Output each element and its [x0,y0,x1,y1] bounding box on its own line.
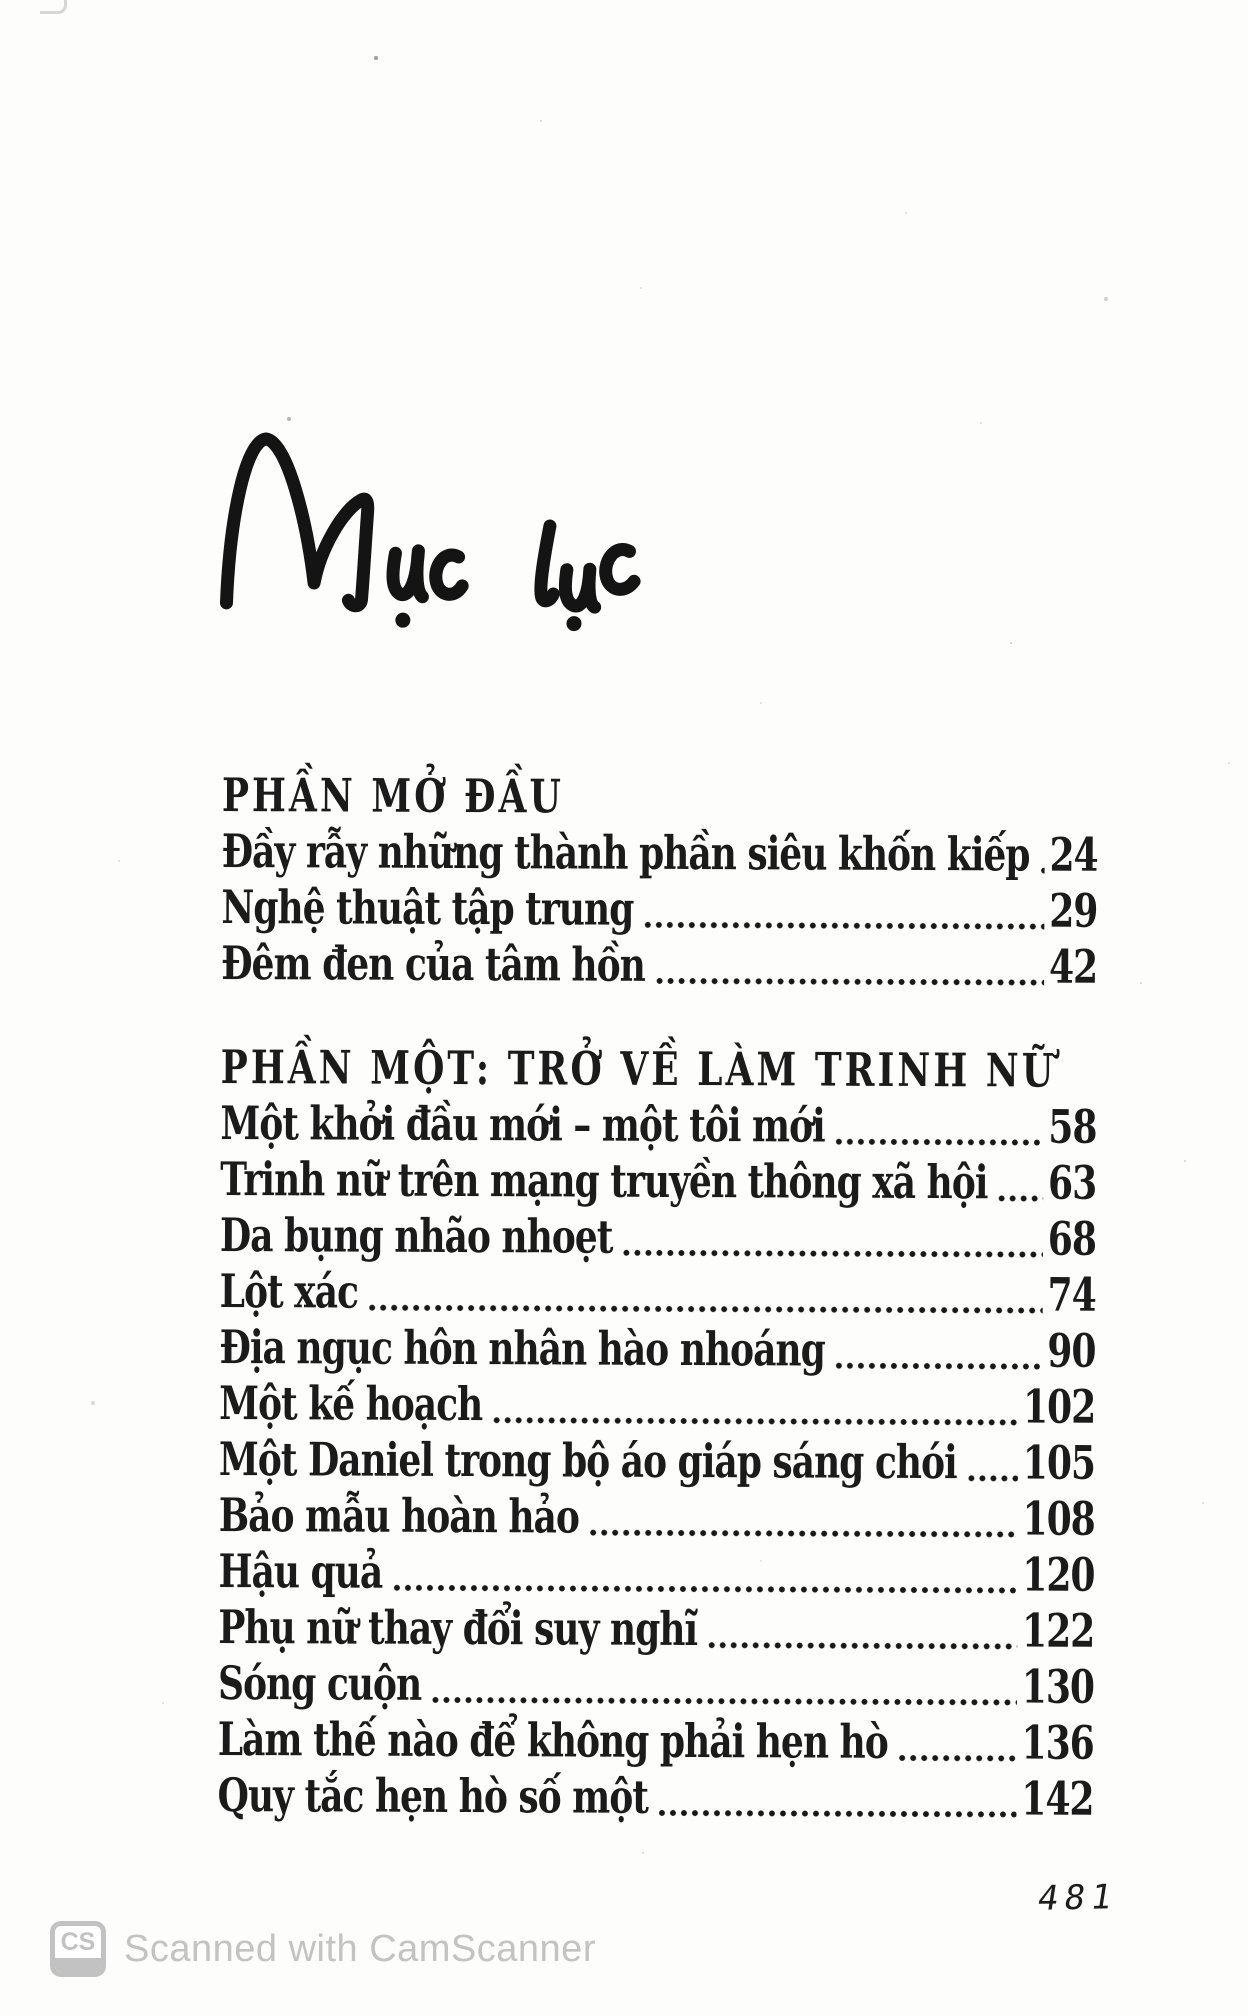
toc-entry-title: Sóng cuộn [217,1656,422,1712]
toc-entry-page: 105 [1022,1436,1096,1491]
toc [217,768,1098,1832]
toc-section [217,1040,1097,1832]
toc-entry-title: Phụ nữ thay đổi suy nghĩ [218,1600,698,1657]
toc-entry [217,1768,1094,1832]
handwritten-title [211,413,656,647]
toc-entry-title: Hậu quả [218,1544,383,1600]
toc-entry-title: Một Daniel trong bộ áo giáp sáng chói [218,1432,957,1490]
toc-entry-page: 136 [1021,1716,1094,1771]
toc-entry-page: 108 [1022,1492,1095,1547]
toc-entry-page: 63 [1047,1156,1097,1211]
toc-entry-page: 24 [1049,828,1098,883]
camscanner-icon [50,1921,106,1977]
toc-entry-title: Quy tắc hẹn hò số một [217,1768,649,1825]
dot-leader [642,919,1044,933]
toc-list [217,1096,1097,1832]
toc-entry-page: 68 [1047,1212,1097,1267]
toc-entry-title: Đầy rẫy những thành phần siêu khốn kiếp [221,824,1030,883]
toc-entry-title: Đêm đen của tâm hồn [221,936,645,993]
dot-leader [654,975,1044,989]
toc-list [221,824,1098,1000]
toc-entry-page: 29 [1049,884,1098,939]
toc-entry-title: Làm thế nào để không phải hẹn hò [217,1712,888,1770]
toc-entry-page: 122 [1021,1604,1095,1659]
camscanner-icon-bar [55,1958,101,1972]
toc-entry-page: 120 [1022,1548,1095,1603]
dot-leader [657,1807,1016,1821]
dot-leader [621,1247,1043,1261]
camscanner-watermark-label: Scanned with CamScanner [124,1928,596,1970]
toc-entry-title: Lột xác [219,1264,359,1320]
toc-entry [221,936,1098,1000]
dot-leader [966,1472,1018,1484]
toc-entry-title: Địa ngục hôn nhân hào nhoáng [219,1320,825,1378]
toc-entry-title: Trinh nữ trên mạng truyền thông xã hội [220,1152,988,1210]
toc-entry-title: Một kế hoạch [219,1376,483,1432]
handwriting-script-icon [211,413,656,647]
handwritten-page-number: 481 [1034,1877,1121,1919]
toc-entry-title: Một khởi đầu mới – một tôi mới [220,1096,825,1154]
toc-entry-page: 74 [1047,1268,1096,1323]
toc-entry-page: 90 [1047,1324,1096,1379]
dot-leader [996,1192,1043,1204]
dot-leader [588,1527,1018,1541]
dot-leader [706,1639,1017,1652]
toc-section-header: PHẦN MỞ ĐẦU [221,768,565,824]
dot-leader [834,1360,1043,1373]
scan-speckles [0,0,2,2]
toc-section-header: PHẦN MỘT: TRỞ VỀ LÀM TRINH NỮ [220,1040,1057,1099]
toc-entry-title: Da bụng nhão nhoẹt [219,1208,613,1265]
toc-entry-page: 102 [1022,1380,1096,1435]
toc-section [221,768,1098,1000]
camscanner-icon-letters: CS [60,1928,96,1956]
dot-leader [897,1752,1017,1765]
toc-entry-title: Bảo mẫu hoàn hảo [218,1488,580,1545]
toc-entry-page: 130 [1021,1660,1095,1715]
toc-entry-title: Nghệ thuật tập trung [221,880,634,937]
toc-entry-page: 42 [1048,940,1098,995]
toc-entry-page: 58 [1048,1100,1097,1155]
scan-corner-artifact [40,0,67,14]
toc-entry-page: 142 [1021,1772,1094,1827]
